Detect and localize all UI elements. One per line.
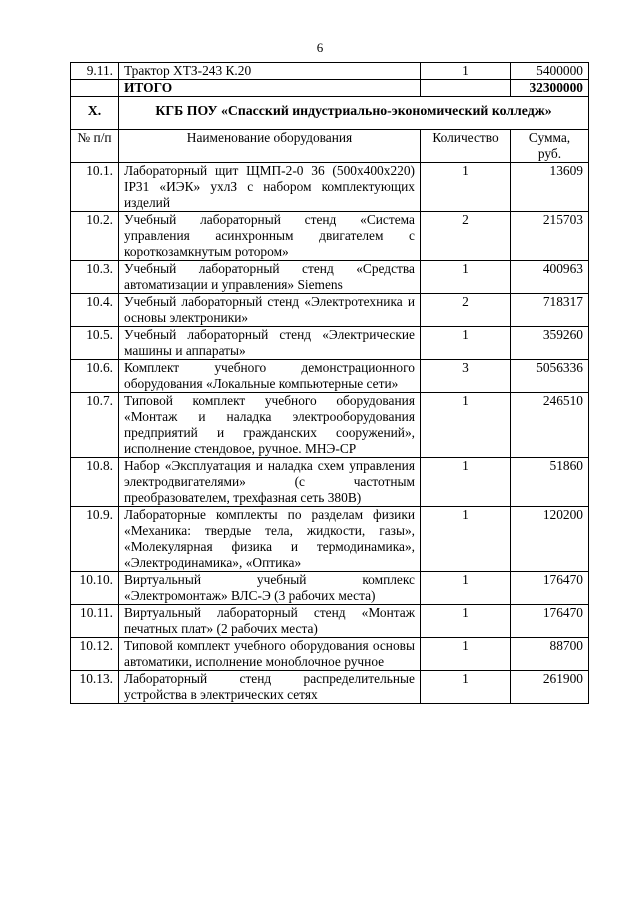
equipment-name: Учебный лабораторный стенд «Система управления асинхронным двигателем с короткозамкнутым ротором» [119,212,421,261]
row-number: 10.7. [71,393,119,458]
quantity: 3 [421,360,511,393]
page-number: 6 [316,40,324,55]
sum: 13609 [511,163,589,212]
sum: 400963 [511,261,589,294]
quantity: 1 [421,507,511,572]
sum: 88700 [511,638,589,671]
sum: 176470 [511,572,589,605]
table-row [71,605,589,638]
row-number: 10.2. [71,212,119,261]
row-number: 9.11. [71,63,119,80]
row-number: 10.12. [71,638,119,671]
row-number: 10.1. [71,163,119,212]
header-row [71,130,589,163]
equipment-name: Комплект учебного демонстрационного оборудования «Локальные компьютерные сети» [119,360,421,393]
sum: 5056336 [511,360,589,393]
header-num: № п/п [71,130,119,163]
table-row [71,393,589,458]
sum: 5400000 [511,63,589,80]
row-number: 10.5. [71,327,119,360]
table-row [71,163,589,212]
equipment-name: Типовой комплект учебного оборудования «Монтаж и наладка электрооборудования предприятий и гражданских сооружений», исполнение стендовое, ручное. МНЭ-СР [119,393,421,458]
sum: 359260 [511,327,589,360]
row-number: 10.11. [71,605,119,638]
equipment-name: Учебный лабораторный стенд «Электрические машины и аппараты» [119,327,421,360]
table-row [71,507,589,572]
quantity: 1 [421,261,511,294]
row-number: 10.6. [71,360,119,393]
sum: 51860 [511,458,589,507]
header-sum: Сумма, руб. [511,130,589,163]
equipment-name: Учебный лабораторный стенд «Электротехника и основы электроники» [119,294,421,327]
equipment-name: Виртуальный лабораторный стенд «Монтаж печатных плат» (2 рабочих места) [119,605,421,638]
table-row [71,638,589,671]
section-title: КГБ ПОУ «Спасский индустриально-экономический колледж» [119,97,589,130]
total-empty-cell [71,80,119,97]
table-row [71,327,589,360]
sum: 261900 [511,671,589,704]
total-sum: 32300000 [511,80,589,97]
equipment-name: Виртуальный учебный комплекс «Электромонтаж» ВЛС-Э (3 рабочих места) [119,572,421,605]
quantity: 1 [421,605,511,638]
total-label: ИТОГО [119,80,421,97]
section-number: X. [71,97,119,130]
sum: 176470 [511,605,589,638]
quantity: 2 [421,212,511,261]
equipment-name: Лабораторные комплекты по разделам физики «Механика: твердые тела, жидкости, газы», «Молекулярная физика и термодинамика», «Электродинамика», «Оптика» [119,507,421,572]
header-qty: Количество [421,130,511,163]
equipment-name: Учебный лабораторный стенд «Средства автоматизации и управления» Siemens [119,261,421,294]
header-name: Наименование оборудования [119,130,421,163]
sum: 215703 [511,212,589,261]
table-row [71,294,589,327]
table-row [71,458,589,507]
total-row [71,80,589,97]
sum: 246510 [511,393,589,458]
equipment-name: Трактор ХТЗ-243 К.20 [119,63,421,80]
table-row [71,261,589,294]
quantity: 1 [421,393,511,458]
row-number: 10.8. [71,458,119,507]
quantity: 2 [421,294,511,327]
total-empty-qty [421,80,511,97]
table-row [71,360,589,393]
row-number: 10.10. [71,572,119,605]
quantity: 1 [421,638,511,671]
quantity: 1 [421,572,511,605]
quantity: 1 [421,163,511,212]
quantity: 1 [421,458,511,507]
row-number: 10.13. [71,671,119,704]
row-number: 10.3. [71,261,119,294]
table-row [71,212,589,261]
section-row [71,97,589,130]
quantity: 1 [421,671,511,704]
table-row [71,572,589,605]
table-row [71,671,589,704]
equipment-table [70,62,589,704]
sum: 120200 [511,507,589,572]
equipment-name: Лабораторный стенд распределительные устройства в электрических сетях [119,671,421,704]
table-row [71,63,589,80]
row-number: 10.4. [71,294,119,327]
row-number: 10.9. [71,507,119,572]
equipment-name: Типовой комплект учебного оборудования основы автоматики, исполнение моноблочное ручное [119,638,421,671]
quantity: 1 [421,63,511,80]
sum: 718317 [511,294,589,327]
quantity: 1 [421,327,511,360]
equipment-name: Лабораторный щит ЩМП-2-0 36 (500х400х220) IP31 «ИЭК» ухлЗ с набором комплектующих изделий [119,163,421,212]
equipment-name: Набор «Эксплуатация и наладка схем управления электродвигателями» (с частотным преобразователем, трехфазная сеть 380В) [119,458,421,507]
